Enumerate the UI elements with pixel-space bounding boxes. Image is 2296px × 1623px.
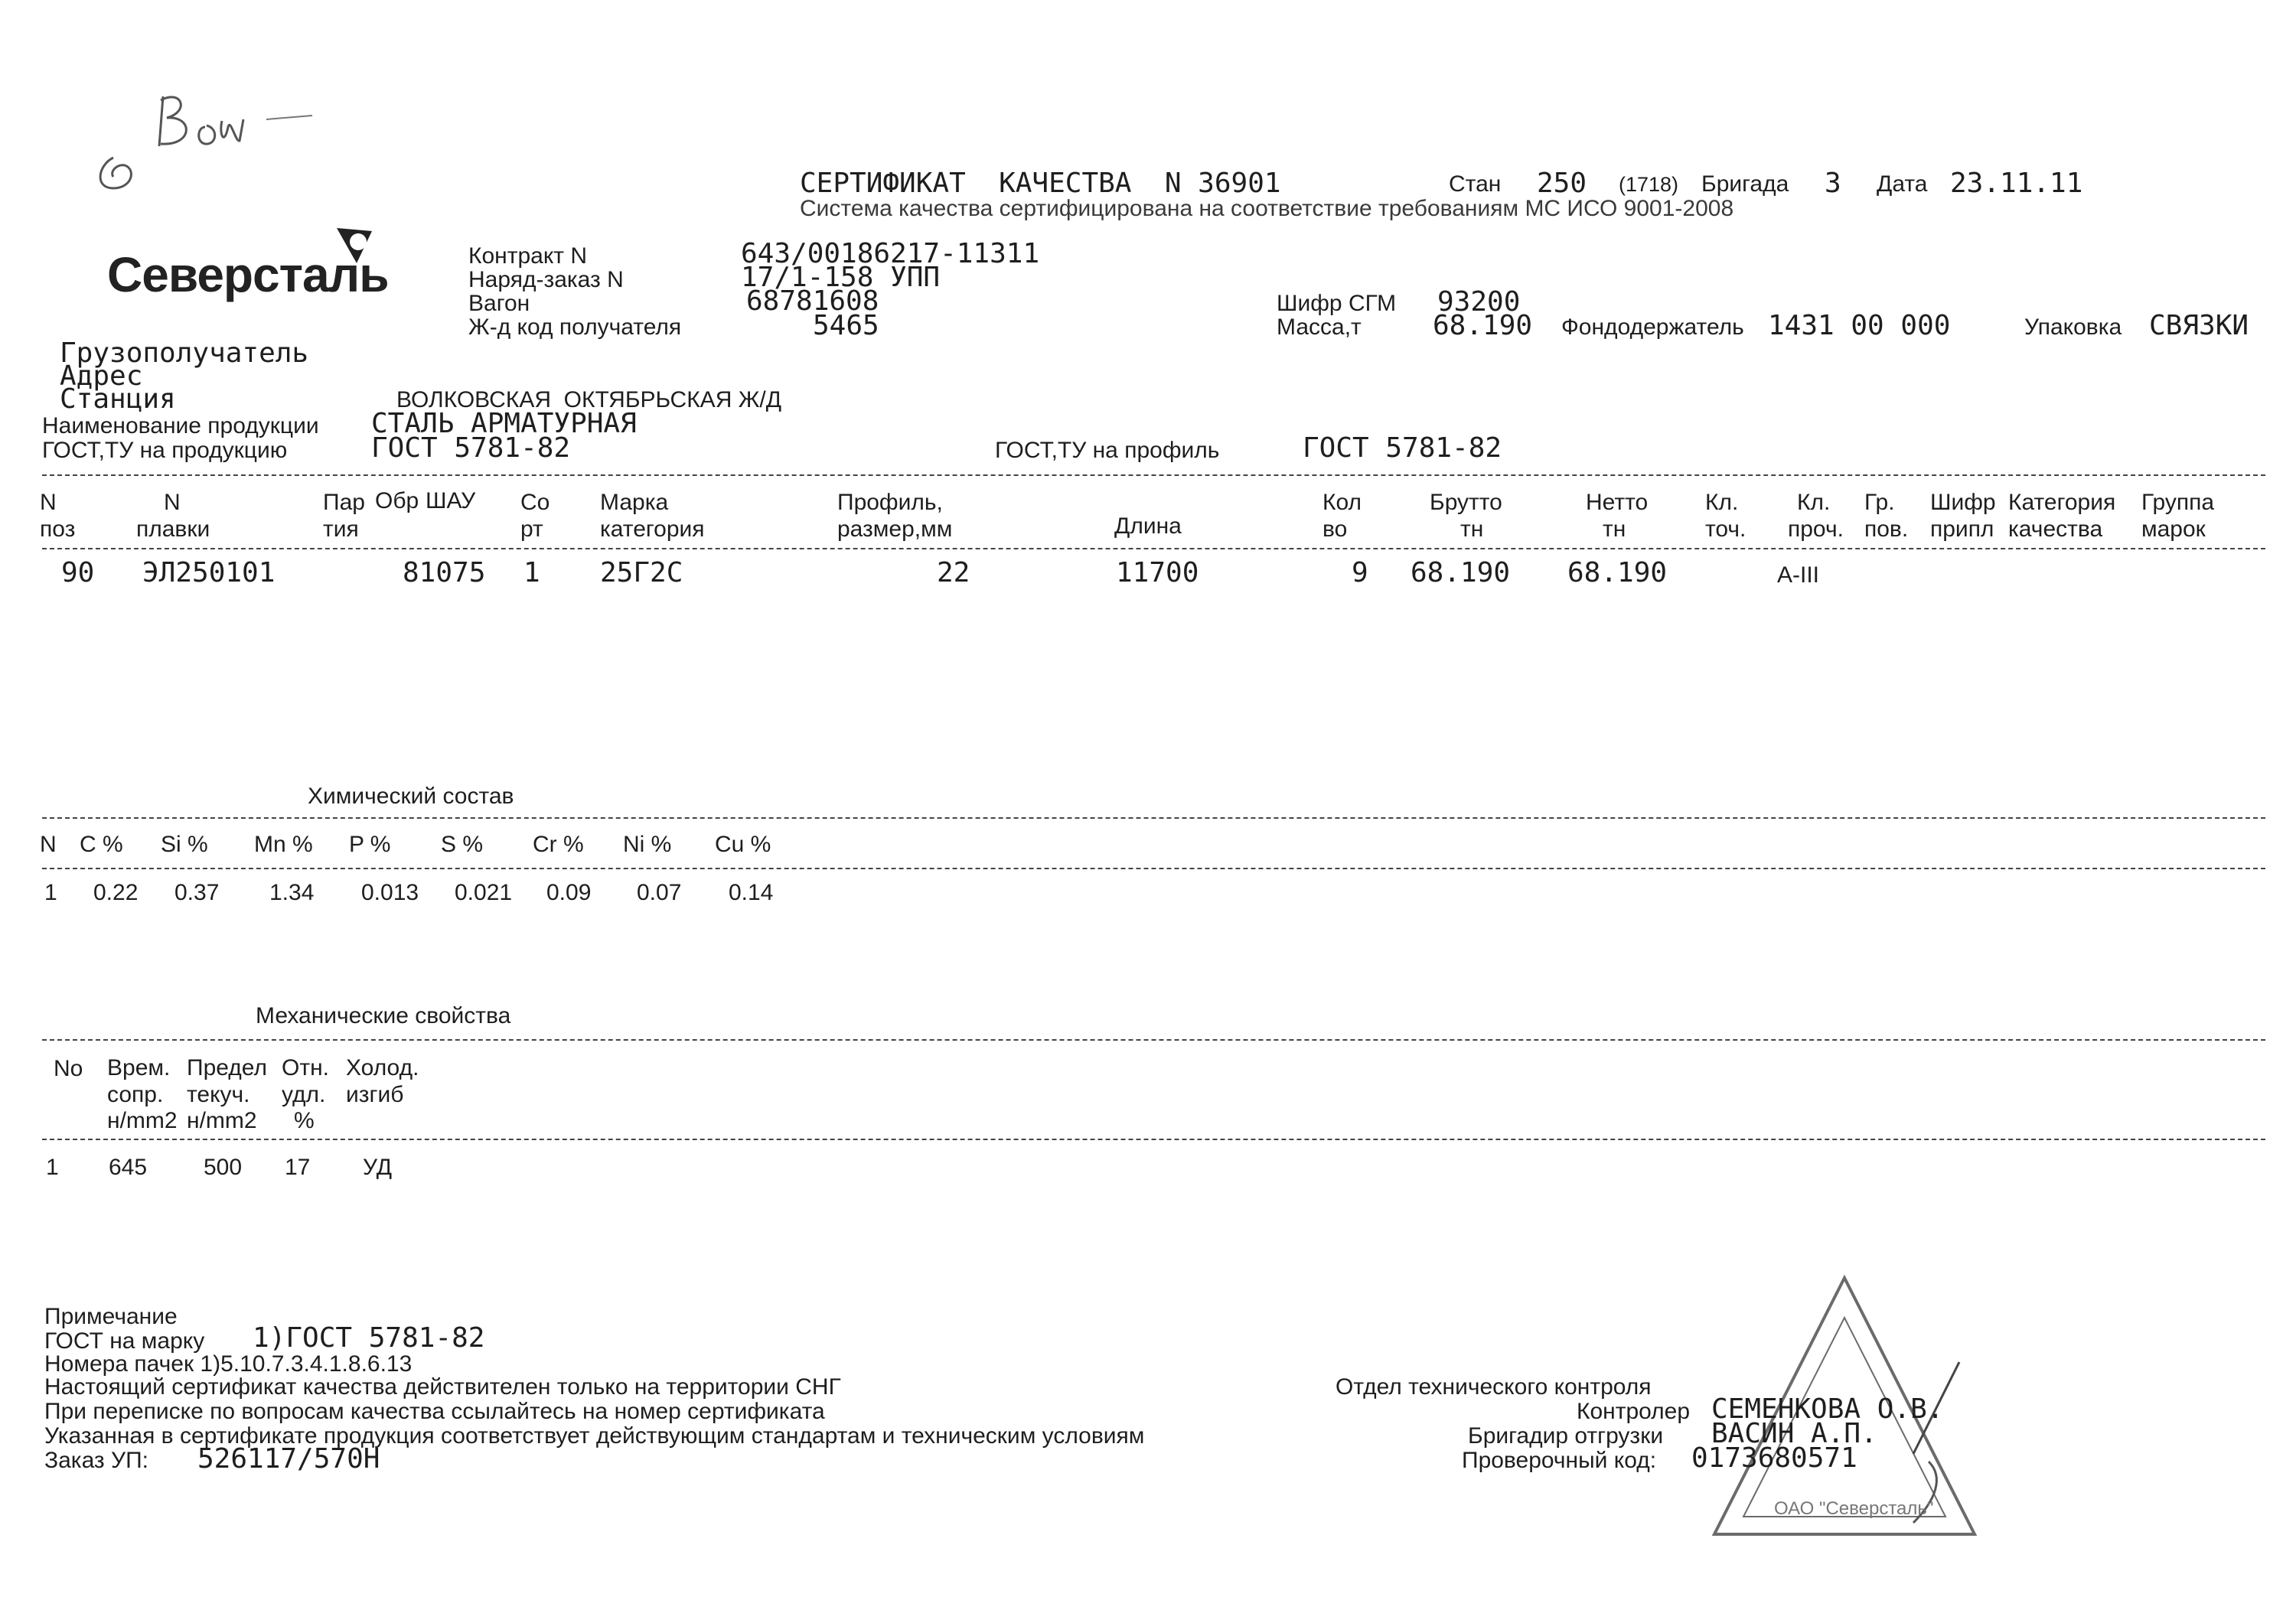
stan-value: 250 <box>1537 168 1587 199</box>
header-profile: Профиль, размер,мм <box>837 490 953 542</box>
mech-h-bend: Холод. изгиб <box>346 1055 419 1107</box>
gost-grade-label: ГОСТ на марку <box>44 1328 205 1354</box>
profile-gost-value: ГОСТ 5781-82 <box>1303 432 1502 464</box>
header-poz: N поз <box>40 490 76 542</box>
mech-top-rule <box>42 1039 2265 1041</box>
mech-h-elong: Отн. удл. % <box>282 1055 329 1133</box>
mech-no: 1 <box>46 1155 59 1180</box>
address-label: Адрес <box>60 360 143 392</box>
chem-h-cr: Cr % <box>533 832 584 857</box>
mech-header-rule <box>42 1139 2265 1140</box>
chem-cr: 0.09 <box>546 880 592 905</box>
brigada-value: 3 <box>1825 168 1841 199</box>
chem-p: 0.013 <box>361 880 419 905</box>
check-code-value: 0173680571 <box>1691 1442 1857 1474</box>
pack-numbers: Номера пачек 1)5.10.7.3.4.1.8.6.13 <box>44 1351 413 1377</box>
chem-h-n: N <box>40 832 57 857</box>
chem-h-c: С % <box>80 832 123 857</box>
chem-title: Химический состав <box>308 784 514 809</box>
chem-mn: 1.34 <box>269 880 315 905</box>
stamp-text: ОАО "Северсталь" <box>1774 1498 1934 1519</box>
check-code-label: Проверочный код: <box>1462 1448 1657 1473</box>
product-label: Наименование продукции <box>42 413 319 438</box>
cell-grade: 25Г2С <box>600 557 683 588</box>
header-net: Нетто тн <box>1586 490 1649 542</box>
header-sort: Со рт <box>520 490 550 542</box>
fond-value: 1431 00 000 <box>1768 310 1951 341</box>
consignee-label: Грузополучатель <box>60 337 309 369</box>
cell-heat: ЭЛ250101 <box>142 557 276 588</box>
mech-yield: 500 <box>204 1155 243 1180</box>
stan-extra: (1718) <box>1619 173 1679 196</box>
chem-s: 0.021 <box>455 880 513 905</box>
brigada-label: Бригада <box>1701 171 1789 197</box>
chem-h-s: S % <box>441 832 484 857</box>
handwritten-note <box>90 73 335 204</box>
mass-value: 68.190 <box>1433 310 1533 341</box>
contract-value: 643/00186217-11311 <box>741 238 1040 269</box>
stan-label: Стан <box>1449 171 1502 197</box>
mech-bend: УД <box>363 1155 393 1180</box>
chem-h-ni: Ni % <box>623 832 672 857</box>
chem-top-rule <box>42 817 2265 819</box>
product-value: СТАЛЬ АРМАТУРНАЯ <box>371 408 637 439</box>
chem-h-cu: Cu % <box>715 832 771 857</box>
mech-elong: 17 <box>285 1155 311 1180</box>
note-line-1: Настоящий сертификат качества действителен только на территории СНГ <box>44 1374 841 1400</box>
wagon-label: Вагон <box>468 291 530 316</box>
header-heat: N плавки <box>136 490 210 542</box>
notes-title: Примечание <box>44 1304 178 1329</box>
mech-tensile: 645 <box>109 1155 148 1180</box>
date-label: Дата <box>1877 171 1928 197</box>
header-obr: Обр <box>375 488 419 513</box>
order-value: 17/1-158 УПП <box>741 262 941 293</box>
controller-label: Контролер <box>1577 1399 1691 1424</box>
order-up-value: 526117/570Н <box>197 1443 380 1475</box>
chem-header-rule <box>42 868 2265 869</box>
order-up-label: Заказ УП: <box>44 1448 148 1473</box>
table-top-rule <box>42 474 2265 476</box>
otk-label: Отдел технического контроля <box>1336 1374 1652 1400</box>
profile-gost-label: ГОСТ,ТУ на профиль <box>995 438 1220 463</box>
certificate-title: СЕРТИФИКАТ КАЧЕСТВА N 36901 <box>800 168 1281 199</box>
header-party: Пар тия <box>323 490 365 542</box>
company-logo-text: Северсталь <box>107 247 389 302</box>
cell-shau: 81075 <box>403 557 486 588</box>
header-qty: Кол во <box>1322 490 1362 542</box>
table-header-rule <box>42 548 2265 549</box>
mech-h-yield: Предел текуч. н/mm2 <box>187 1055 267 1133</box>
note-line-3: Указанная в сертификате продукция соответствует действующим стандартам и техническим условиям <box>44 1423 1145 1449</box>
cell-net: 68.190 <box>1567 557 1668 588</box>
controller-value: СЕМЕНКОВА О.В. <box>1711 1393 1944 1425</box>
mech-h-no: No <box>54 1056 83 1081</box>
chem-ni: 0.07 <box>637 880 682 905</box>
chem-c: 0.22 <box>93 880 139 905</box>
cell-qty: 9 <box>1352 557 1368 588</box>
shifr-value: 93200 <box>1437 286 1521 318</box>
gost-label: ГОСТ,ТУ на продукцию <box>42 438 288 463</box>
cell-gross: 68.190 <box>1411 557 1511 588</box>
note-line-2: При переписке по вопросам качества ссылайтесь на номер сертификата <box>44 1399 825 1424</box>
mech-h-tensile: Врем. сопр. н/mm2 <box>107 1055 178 1133</box>
rail-code-value: 5465 <box>813 310 879 341</box>
header-shau: ШАУ <box>426 488 476 513</box>
order-label: Наряд-заказ N <box>468 267 624 292</box>
chem-h-si: Si % <box>161 832 208 857</box>
header-length: Длина <box>1114 513 1182 539</box>
chem-h-p: P % <box>349 832 391 857</box>
chem-h-mn: Mn % <box>254 832 313 857</box>
header-strength-class: Кл. проч. <box>1788 490 1844 542</box>
chem-n: 1 <box>44 880 57 905</box>
iso-note: Система качества сертифицирована на соответствие требованиям МС ИСО 9001-2008 <box>800 196 1734 221</box>
header-shifr: Шифр припл <box>1930 490 1996 542</box>
gost-value: ГОСТ 5781-82 <box>371 432 571 464</box>
foreman-value: ВАСИН А.П. <box>1711 1418 1877 1449</box>
station-label: Станция <box>60 383 176 415</box>
contract-label: Контракт N <box>468 243 588 269</box>
header-gross: Брутто тн <box>1430 490 1502 542</box>
chem-cu: 0.14 <box>729 880 774 905</box>
shifr-label: Шифр СГМ <box>1277 291 1397 316</box>
header-grade: Марка категория <box>600 490 705 542</box>
station-value: ВОЛКОВСКАЯ ОКТЯБРЬСКАЯ Ж/Д <box>396 387 782 412</box>
cell-sort: 1 <box>523 557 540 588</box>
cell-size: 22 <box>937 557 970 588</box>
date-value: 23.11.11 <box>1950 168 2083 199</box>
pack-value: СВЯЗКИ <box>2149 310 2249 341</box>
rail-code-label: Ж-д код получателя <box>468 314 682 340</box>
chem-si: 0.37 <box>174 880 220 905</box>
cell-strength-class: A-III <box>1777 562 1820 588</box>
mass-label: Масса,т <box>1277 314 1362 340</box>
wagon-value: 68781608 <box>746 285 879 317</box>
cell-length: 11700 <box>1116 557 1199 588</box>
cell-poz: 90 <box>61 557 95 588</box>
header-grade-group: Группа марок <box>2141 490 2215 542</box>
pack-label: Упаковка <box>2024 314 2122 340</box>
header-accuracy-class: Кл. точ. <box>1705 490 1746 542</box>
foreman-label: Бригадир отгрузки <box>1468 1423 1664 1449</box>
mech-title: Механические свойства <box>256 1003 511 1028</box>
fond-label: Фондодержатель <box>1561 314 1744 340</box>
header-surface-group: Гр. пов. <box>1864 490 1909 542</box>
header-quality-category: Категория качества <box>2008 490 2116 542</box>
gost-grade-value: 1)ГОСТ 5781-82 <box>253 1322 485 1354</box>
